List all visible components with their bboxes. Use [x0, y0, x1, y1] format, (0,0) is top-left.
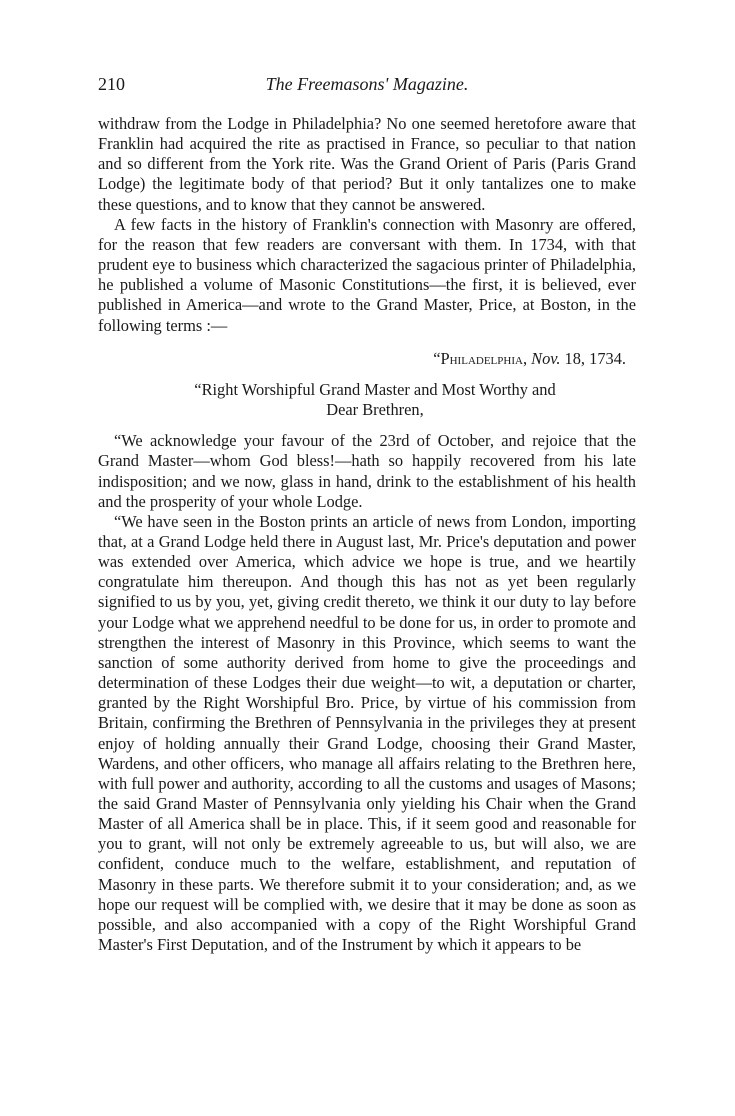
dateline-comma: , [522, 348, 532, 368]
journal-title: The Freemasons' Magazine. [265, 74, 469, 94]
article-body [98, 114, 636, 955]
letter-salutation [98, 380, 636, 420]
letter-paragraph-request: “We have seen in the Boston prints an article of news from London, importing that, at a Grand Lodge held there in August last, Mr. Price's deputation and power was extended over America, which advice we hope is true, and we heartily congratulate him thereupon. And though this has not as yet been regularly signified to us by you, yet, giving credit thereto, we think it our duty to lay before your Lodge what we apprehend needful to be done for us, in order to promote and strengthen the interest of Masonry in this Province, which seems to want the sanction of some authority derived from home to give the proceedings and determination of these Lodges their due weight—to wit, a deputation or charter, granted by the Right Worshipful Bro. Price, by virtue of his commission from Britain, confirming the Brethren of Pennsylvania in the privileges they at present enjoy of holding annually their Grand Lodge, choosing their Grand Master, Wardens, and other officers, who manage all affairs relating to the Brethren here, with full power and authority, according to all the customs and usages of Masons; the said Grand Master of Pennsylvania only yielding his Chair when the Grand Master of all America shall be in place. This, if it seem good and reasonable for you to grant, will not only be extremely agreeable to us, but will also, we are confident, conduce much to the welfare, establishment, and reputation of Masonry in these parts. We therefore submit it to your consideration; and, as we hope our request will be complied with, we desire that it may be done as soon as possible, and also accompanied with a copy of the Right Worshipful Grand Master's First Deputation, and of the Instrument by which it appears to be [98, 511, 636, 955]
dateline-day-year: 18, 1734. [560, 348, 626, 368]
letter-paragraph-acknowledgement: “We acknowledge your favour of the 23rd of October, and rejoice that the Grand Master—whom God bless!—hath so happily recovered from his late indisposition; and we now, glass in hand, drink to the establishment of his health and the prosperity of your whole Lodge. [98, 431, 636, 511]
salutation-line-1: “Right Worshipful Grand Master and Most Worthy and [194, 379, 556, 399]
running-head [98, 74, 636, 100]
dateline-open-quote: “ [433, 348, 441, 368]
salutation-line-2: Dear Brethren, [326, 400, 424, 420]
paragraph-franklin-facts: A few facts in the history of Franklin's connection with Masonry are offered, for the reason that few readers are conversant with them. In 1734, with that prudent eye to business which characterized the sagacious printer of Philadelphia, he published a volume of Masonic Constitutions—the first, it is believed, ever published in America—and wrote to the Grand Master, Price, at Boston, in the following terms :— [98, 214, 636, 335]
magazine-page [98, 74, 636, 955]
dateline-place: Philadelphia [440, 348, 523, 368]
page-number: 210 [98, 74, 125, 94]
paragraph-continuation: withdraw from the Lodge in Philadelphia? No one seemed heretofore aware that Franklin had acquired the rite as practised in France, so peculiar to that nation and so different from the York rite. Was the Grand Orient of Paris (Paris Grand Lodge) the legitimate body of that period? But it only tantalizes one to make these questions, and to know that they cannot be answered. [98, 114, 636, 214]
letter-dateline [98, 349, 626, 369]
dateline-month: Nov. [531, 348, 561, 368]
